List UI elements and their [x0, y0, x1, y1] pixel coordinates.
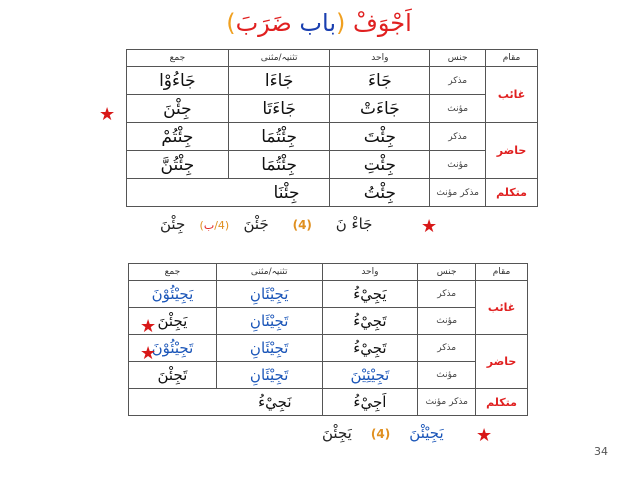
note-word: يَجِيْئْنَ	[409, 424, 444, 442]
header-jam: جمع	[127, 50, 229, 67]
annotation-letter: ب	[203, 219, 215, 232]
jins-cell: مؤنث	[430, 151, 486, 179]
tathniya-cell: تَجِيْئَانِ	[216, 335, 322, 362]
note-word: جَاءْ نَ	[335, 215, 373, 233]
table-header-row	[129, 264, 528, 281]
jins-cell: مذکر مؤنث	[430, 179, 486, 207]
star-icon: ★	[476, 425, 493, 446]
note-number: (4)	[370, 427, 391, 441]
jins-cell: مؤنث	[418, 308, 476, 335]
page-title	[0, 8, 638, 38]
page-number: 34	[594, 445, 608, 458]
table-row	[127, 179, 538, 207]
tathniya-cell: جِئْنَا	[127, 179, 330, 207]
jam-cell: تَجِئْنَ	[129, 362, 217, 389]
conjugation-table-1	[126, 49, 538, 207]
note-line-1	[160, 215, 372, 233]
wahid-cell: يَجِيْءُ	[322, 281, 418, 308]
table-row	[129, 281, 528, 308]
tathniya-cell: جَاءَا	[228, 67, 330, 95]
jam-cell: جِئْتُمْ	[127, 123, 229, 151]
header-maqam: مقام	[486, 50, 538, 67]
table-header-row	[127, 50, 538, 67]
table-row	[129, 362, 528, 389]
header-tathniya: تثنیہ/مثنی	[228, 50, 330, 67]
jam-cell: جِئْتُنَّ	[127, 151, 229, 179]
table-row	[129, 335, 528, 362]
wahid-cell: جَاءَ	[330, 67, 430, 95]
maqam-hazir: حاضر	[486, 123, 538, 179]
maqam-mutakallim: متکلم	[486, 179, 538, 207]
table-row	[127, 151, 538, 179]
note-line-2	[322, 424, 444, 442]
header-tathniya: تثنیہ/مثنی	[216, 264, 322, 281]
conjugation-table-2	[128, 263, 528, 416]
title-bab: باب	[299, 9, 337, 37]
jins-cell: مذکر مؤنث	[418, 389, 476, 416]
tathniya-cell: جِئْتُمَا	[228, 151, 330, 179]
title-paren-close: )	[226, 9, 236, 37]
wahid-cell: جَاءَتْ	[330, 95, 430, 123]
wahid-cell: تَجِيْئِيْنَ	[322, 362, 418, 389]
header-maqam: مقام	[476, 264, 528, 281]
jam-cell: جِئْنَ	[127, 95, 229, 123]
note-word: جِئْنَ	[160, 215, 186, 233]
jins-cell: مؤنث	[418, 362, 476, 389]
tathniya-cell: جَاءَتَا	[228, 95, 330, 123]
table-row	[127, 123, 538, 151]
jam-cell: يَجِئْنَ	[129, 308, 217, 335]
wahid-cell: تَجِيْءُ	[322, 335, 418, 362]
title-pattern: ضَرَبَ	[235, 9, 292, 37]
jam-cell: يَجِيْئُوْنَ	[129, 281, 217, 308]
tathniya-cell: جِئْتُمَا	[228, 123, 330, 151]
table-row	[127, 95, 538, 123]
title-main: اَجْوَفْ	[353, 9, 412, 37]
table-row	[129, 389, 528, 416]
header-jam: جمع	[129, 264, 217, 281]
star-icon: ★	[140, 343, 157, 364]
annotation-close: )	[199, 219, 204, 232]
note-number: (4)	[292, 218, 312, 232]
header-jins: جنس	[430, 50, 486, 67]
maqam-mutakallim: متکلم	[476, 389, 528, 416]
tathniya-cell: تَجِيْئَانِ	[216, 308, 322, 335]
jins-cell: مؤنث	[430, 95, 486, 123]
title-paren-open: (	[336, 9, 346, 37]
wahid-cell: جِئْتَ	[330, 123, 430, 151]
note-word: يَجِئْنَ	[322, 424, 352, 442]
star-icon: ★	[99, 104, 116, 125]
star-icon: ★	[140, 316, 157, 337]
wahid-cell: اَجِيْءُ	[322, 389, 418, 416]
tathniya-cell: يَجِيْئَانِ	[216, 281, 322, 308]
jam-cell: جَاءُوْا	[127, 67, 229, 95]
tathniya-cell: تَجِيْئَانِ	[216, 362, 322, 389]
tathniya-cell: نَجِيْءُ	[129, 389, 323, 416]
star-icon: ★	[421, 216, 438, 237]
wahid-cell: جِئْتِ	[330, 151, 430, 179]
header-wahid: واحد	[330, 50, 430, 67]
annotation-open: (4/	[214, 219, 230, 232]
jins-cell: مذکر	[418, 335, 476, 362]
table-row	[129, 308, 528, 335]
jam-cell: تَجِيْئُوْنَ	[129, 335, 217, 362]
note-annotation	[200, 219, 230, 232]
header-wahid: واحد	[322, 264, 418, 281]
wahid-cell: تَجِيْءُ	[322, 308, 418, 335]
note-word: جَئْنَ	[243, 215, 269, 233]
table-row	[127, 67, 538, 95]
maqam-ghaib: غائب	[476, 281, 528, 335]
jins-cell: مذکر	[430, 123, 486, 151]
wahid-cell: جِئْتُ	[330, 179, 430, 207]
maqam-hazir: حاضر	[476, 335, 528, 389]
header-jins: جنس	[418, 264, 476, 281]
jins-cell: مذکر	[430, 67, 486, 95]
maqam-ghaib: غائب	[486, 67, 538, 123]
jins-cell: مذکر	[418, 281, 476, 308]
